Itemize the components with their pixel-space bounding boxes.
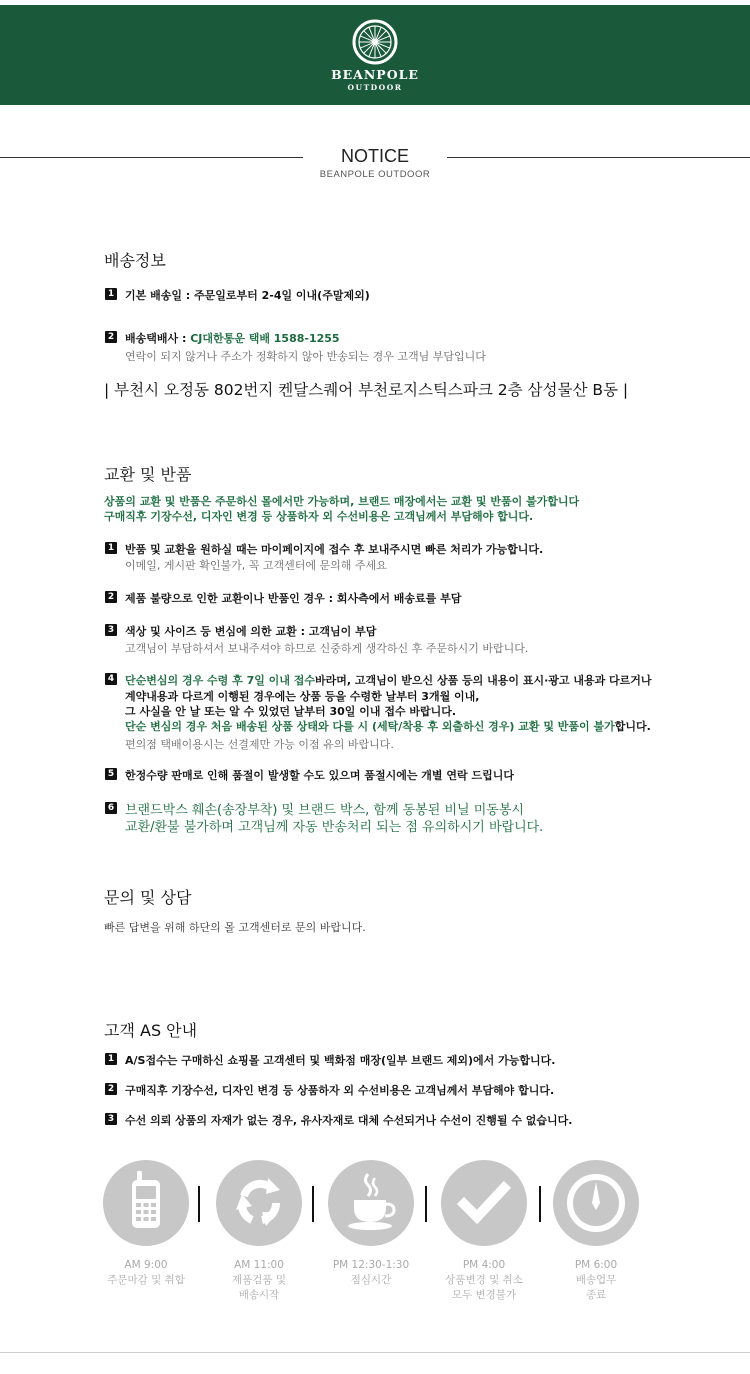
timeline-time: PM 6:00	[574, 1259, 618, 1271]
returns-item-2: 제품 불량으로 인한 교환이나 반품인 경우 : 회사측에서 배송료를 부담	[125, 592, 462, 605]
number-badge-5: 5	[105, 768, 117, 780]
returns-intro-2: 구매직후 기장수선, 디자인 변경 등 상품하자 외 수선비용은 고객님께서 부담해야 합니다.	[104, 510, 534, 523]
number-badge-2: 2	[105, 331, 117, 343]
number-badge-1: 1	[105, 542, 117, 554]
returns-item-4-rest: 바라며, 고객님이 받으신 상품 등의 내용이 표시·광고 내용과 다르거나	[315, 674, 652, 687]
returns-item-4-line-3: 그 사실을 안 날 또는 알 수 있었던 날부터 30일 이내 접수 바랍니다.	[125, 705, 457, 718]
timeline-time: PM 12:30-1:30	[332, 1259, 410, 1271]
notice-subtitle: BEANPOLE OUTDOOR	[319, 169, 431, 180]
number-badge-3: 3	[105, 1113, 117, 1125]
timeline-caption-3	[316, 1258, 426, 1288]
returns-item-3-note: 고객님이 부담하셔서 보내주셔야 하므로 신중하게 생각하신 후 주문하시기 바랍니다.	[125, 642, 529, 655]
returns-heading: 교환 및 반품	[104, 465, 192, 484]
timeline-circle-1	[103, 1160, 189, 1246]
brand-name: BEANPOLE	[331, 67, 419, 82]
shipping-item-1: 기본 배송일 : 주문일로부터 2-4일 이내(주말제외)	[125, 289, 370, 302]
inquiry-text: 빠른 답변을 위해 하단의 몰 고객센터로 문의 바랍니다.	[104, 921, 366, 934]
as-item-1: A/S접수는 구매하신 쇼핑몰 고객센터 및 백화점 매장(일부 브랜드 제외)에서 가능합니다.	[125, 1054, 556, 1067]
returns-item-5: 한정수량 판매로 인해 품절이 발생할 수도 있으며 품절시에는 개별 연락 드립니다	[125, 769, 514, 782]
return-address: | 부천시 오정동 802번지 켄달스퀘어 부천로지스틱스파크 2층 삼성물산 B동 |	[104, 381, 629, 399]
number-badge-2: 2	[105, 1083, 117, 1095]
coffee-icon	[328, 1160, 414, 1246]
returns-item-3: 색상 및 사이즈 등 변심에 의한 교환 : 고객님이 부담	[125, 625, 377, 638]
timeline-desc: 종료	[585, 1289, 607, 1301]
number-badge-4: 4	[105, 673, 117, 685]
brand-subtitle: OUTDOOR	[347, 83, 403, 92]
timeline-desc: 모두 변경불가	[451, 1289, 517, 1301]
returns-item-4-line-4	[125, 718, 651, 734]
check-icon	[441, 1160, 527, 1246]
returns-intro-1: 상품의 교환 및 반품은 주문하신 몰에서만 가능하며, 브랜드 매장에서는 교환 및 반품이 불가합니다	[104, 495, 580, 508]
as-item-3: 수선 의뢰 상품의 자재가 없는 경우, 유사자재로 대체 수선되거나 수선이 진행될 수 없습니다.	[125, 1114, 573, 1127]
timeline-time: AM 11:00	[234, 1259, 284, 1271]
timeline-separator	[312, 1186, 314, 1222]
number-badge-1: 1	[105, 1053, 117, 1065]
timeline-caption-4	[429, 1258, 539, 1303]
inquiry-heading: 문의 및 상담	[104, 888, 192, 907]
notice-title: NOTICE	[340, 146, 409, 166]
returns-item-1: 반품 및 교환을 원하실 때는 마이페이지에 접수 후 보내주시면 빠른 처리가 가능합니다.	[125, 543, 544, 556]
timeline-desc: 주문마감 및 취합	[107, 1274, 185, 1286]
timeline-caption-5	[541, 1258, 651, 1303]
timeline-separator	[539, 1186, 541, 1222]
timeline-circle-3	[328, 1160, 414, 1246]
shipping-heading: 배송정보	[104, 251, 166, 270]
timeline-circle-5	[553, 1160, 639, 1246]
as-heading: 고객 AS 안내	[104, 1021, 198, 1040]
timeline-circle-2	[216, 1160, 302, 1246]
timeline-desc: 점심시간	[350, 1274, 392, 1286]
phone-icon	[103, 1160, 189, 1246]
timeline-separator	[425, 1186, 427, 1222]
timeline-desc: 제품검품 및	[231, 1274, 287, 1286]
timeline-time: AM 9:00	[124, 1259, 168, 1271]
shipping-item-2-note: 연락이 되지 않거나 주소가 정확하지 않아 반송되는 경우 고객님 부담입니다	[125, 350, 486, 363]
timeline-desc: 배송시작	[238, 1289, 280, 1301]
as-item-2: 구매직후 기장수선, 디자인 변경 등 상품하자 외 수선비용은 고객님께서 부담해야 합니다.	[125, 1084, 555, 1097]
recycle-icon	[216, 1160, 302, 1246]
footer-divider	[0, 1352, 750, 1353]
bicycle-wheel-logo-icon	[352, 19, 398, 65]
timeline-caption-1	[91, 1258, 201, 1288]
timeline-time: PM 4:00	[462, 1259, 506, 1271]
courier-label: 배송택배사 :	[125, 332, 191, 345]
returns-item-4-line-4-highlight: 단순 변심의 경우 처음 배송된 상품 상태와 다를 시 (세탁/착용 후 외출하신 경우) 교환 및 반품이 불가	[125, 720, 615, 733]
timeline-separator	[198, 1186, 200, 1222]
timeline-desc: 배송업무	[575, 1274, 617, 1286]
returns-item-4-line-1	[125, 672, 652, 688]
returns-item-4-highlight: 단순변심의 경우 수령 후 7일 이내 접수	[125, 674, 316, 687]
returns-item-4-note: 편의점 택배이용시는 선결제만 가능 이점 유의 바랍니다.	[125, 738, 394, 751]
returns-item-1-note: 이메일, 게시판 확인불가, 꼭 고객센터에 문의해 주세요	[125, 559, 387, 572]
timeline-circle-4	[441, 1160, 527, 1246]
number-badge-2: 2	[105, 591, 117, 603]
number-badge-1: 1	[105, 288, 117, 300]
returns-item-6-line-1: 브랜드박스 훼손(송장부착) 및 브랜드 박스, 함께 동봉된 비닐 미동봉시	[125, 803, 524, 818]
number-badge-6: 6	[105, 802, 117, 814]
brand-header	[0, 5, 750, 105]
returns-item-6-line-2: 교환/환불 불가하며 고객님께 자동 반송처리 되는 점 유의하시기 바랍니다.	[125, 820, 544, 835]
timeline-desc: 상품변경 및 취소	[445, 1274, 523, 1286]
clock-icon	[553, 1160, 639, 1246]
returns-item-4-line-4-rest: 합니다.	[614, 720, 651, 733]
shipping-item-2	[125, 330, 340, 346]
courier-value: CJ대한통운 택배 1588-1255	[190, 332, 340, 345]
number-badge-3: 3	[105, 624, 117, 636]
timeline-caption-2	[204, 1258, 314, 1303]
returns-item-4-line-2: 계약내용과 다르게 이행된 경우에는 상품 등을 수령한 날부터 3개월 이내,	[125, 690, 480, 703]
